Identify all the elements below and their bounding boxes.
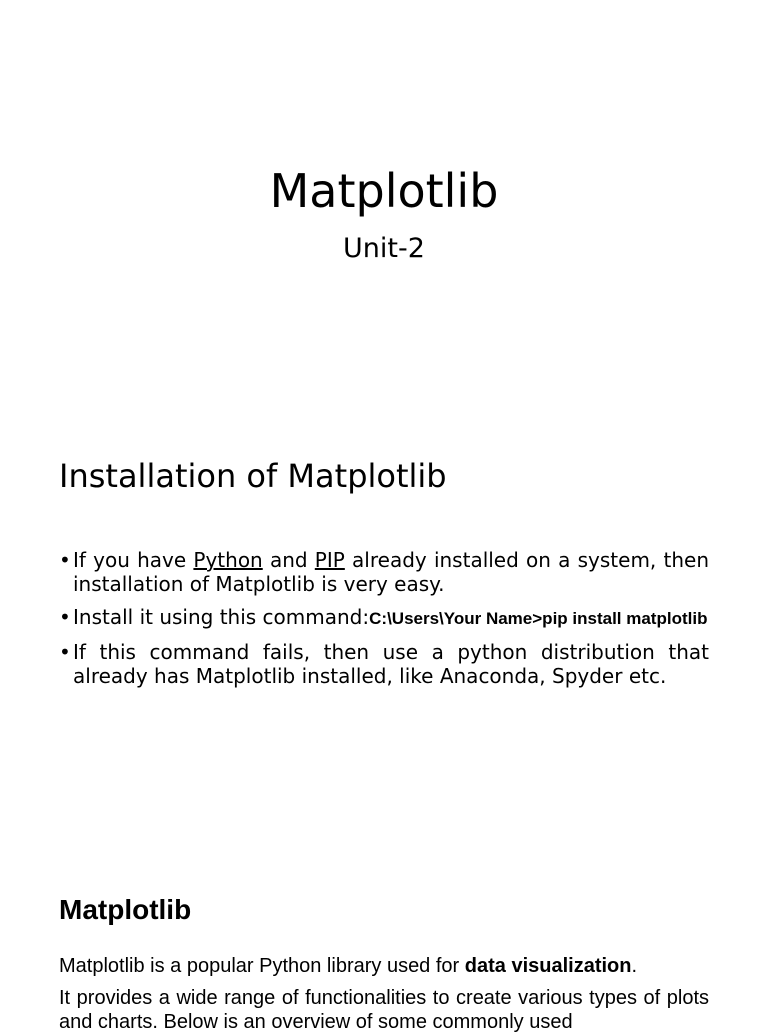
intro-text-post: . bbox=[631, 955, 638, 977]
overview-slide bbox=[0, 880, 768, 1033]
bullet-text-command-intro: Install it using this command: bbox=[73, 605, 370, 629]
slide-subtitle: Unit-2 bbox=[343, 233, 425, 264]
slide-title: Matplotlib bbox=[269, 164, 499, 218]
installation-heading: Installation of Matplotlib bbox=[59, 457, 447, 495]
installation-slide bbox=[0, 440, 768, 820]
overview-heading: Matplotlib bbox=[59, 894, 192, 925]
installation-bullet-list bbox=[59, 548, 709, 697]
bullet-text-mid: and bbox=[262, 548, 315, 572]
title-slide bbox=[0, 0, 768, 380]
overview-paragraph-intro bbox=[59, 954, 709, 978]
pip-link[interactable]: PIP bbox=[314, 548, 345, 572]
overview-paragraph-details: It provides a wide range of functionalities to create various types of plots and charts. Below is an overview of some commonly used bbox=[59, 987, 709, 1033]
bullet-text-fallback: If this command fails, then use a python distribution that already has Matplotlib installed, like Anaconda, Spyder etc. bbox=[73, 640, 709, 688]
intro-text-pre: Matplotlib is a popular Python library used for bbox=[59, 955, 465, 977]
python-link[interactable]: Python bbox=[193, 548, 263, 572]
bullet-text-pre: If you have bbox=[73, 548, 194, 572]
bullet-item-command bbox=[59, 605, 709, 631]
bullet-item-fallback bbox=[59, 640, 709, 688]
install-command: C:\Users\Your Name>pip install matplotlib bbox=[369, 609, 708, 628]
bullet-text-post: already installed on a system, then installation of Matplotlib is very easy. bbox=[73, 548, 709, 596]
intro-text-bold: data visualization bbox=[464, 955, 632, 977]
bullet-item-prerequisites bbox=[59, 548, 709, 596]
